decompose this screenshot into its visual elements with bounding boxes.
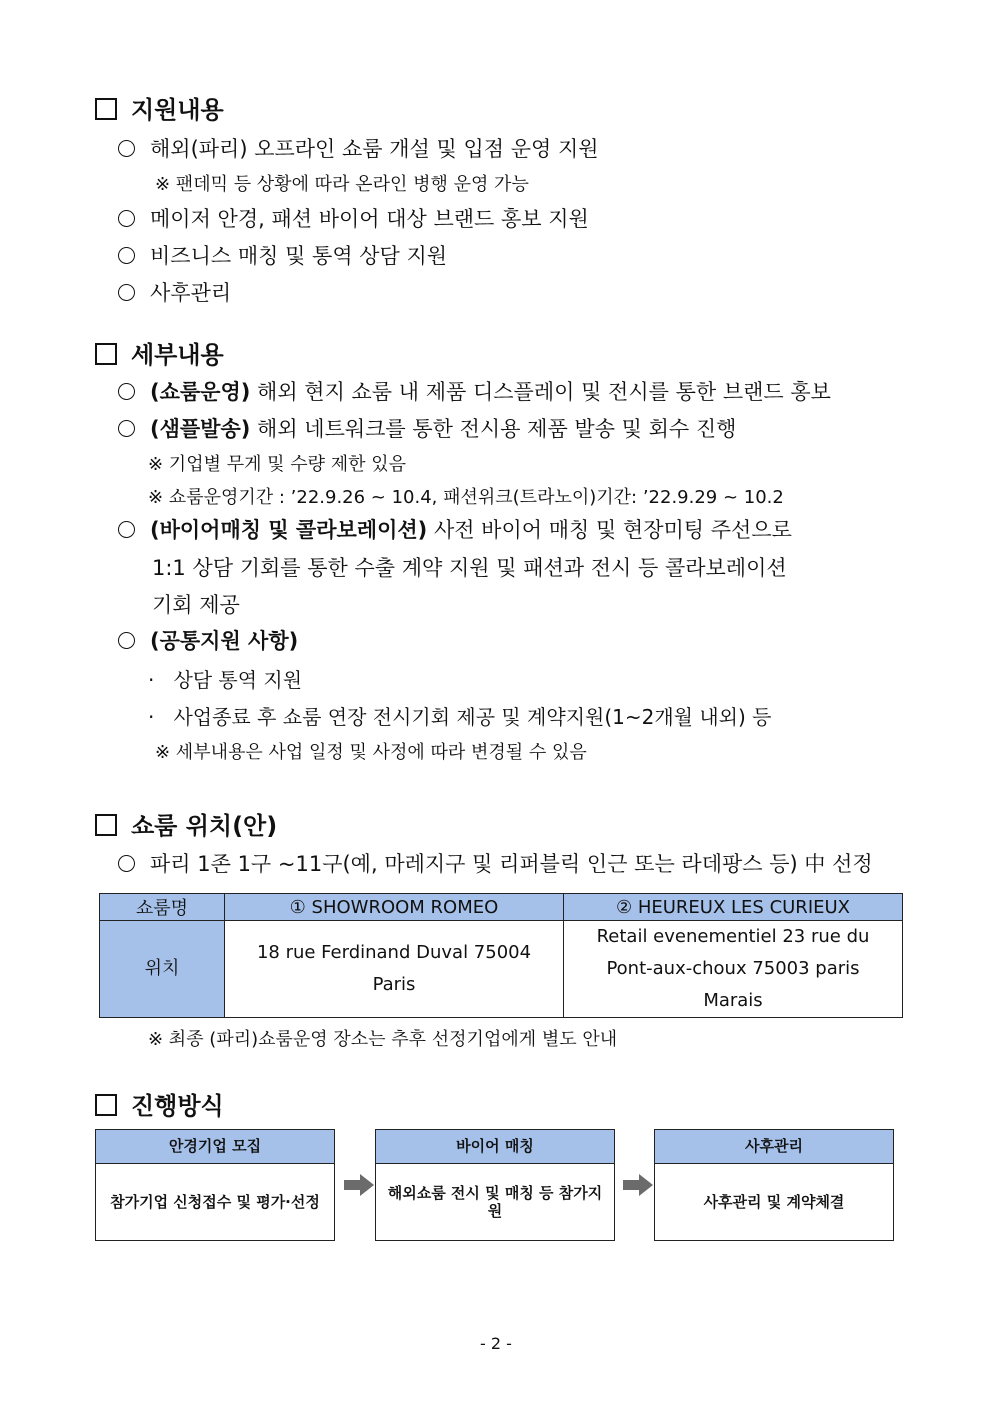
table-header-cell: 쇼룸명 xyxy=(100,894,225,921)
arrow-right-icon xyxy=(344,1174,374,1196)
page-number: - 2 - xyxy=(480,1334,512,1353)
circle-bullet-icon xyxy=(118,521,135,538)
process-step-title: 안경기업 모집 xyxy=(96,1130,334,1164)
checkbox-square-icon xyxy=(95,343,117,365)
circle-bullet-icon xyxy=(118,420,135,437)
detail-note-change: ※ 세부내용은 사업 일정 및 사정에 따라 변경될 수 있음 xyxy=(155,742,587,763)
process-step-title: 바이어 매칭 xyxy=(376,1130,614,1164)
circle-bullet-icon xyxy=(118,855,135,872)
table-cell-address-2: Retail evenementiel 23 rue du Pont-aux-choux 75003 paris Marais xyxy=(564,921,903,1018)
detail-common: (공통지원 사항) xyxy=(118,625,298,655)
circle-bullet-icon xyxy=(118,247,135,264)
process-step-title: 사후관리 xyxy=(655,1130,893,1164)
location-note: ※ 최종 (파리)쇼룸운영 장소는 추후 선정기업에게 별도 안내 xyxy=(148,1029,618,1050)
detail-sample: (샘플발송) 해외 네트워크를 통한 전시용 제품 발송 및 회수 진행 xyxy=(118,413,736,443)
circle-bullet-icon xyxy=(118,210,135,227)
support-item-2: 메이저 안경, 패션 바이어 대상 브랜드 홍보 지원 xyxy=(118,203,589,233)
process-step-body: 사후관리 및 계약체결 xyxy=(703,1193,845,1211)
circle-bullet-icon xyxy=(118,140,135,157)
section-heading-process: 진행방식 xyxy=(95,1086,224,1121)
circle-bullet-icon xyxy=(118,632,135,649)
process-step-aftercare xyxy=(654,1129,894,1241)
checkbox-square-icon xyxy=(95,1094,117,1116)
circle-bullet-icon xyxy=(118,383,135,400)
checkbox-square-icon xyxy=(95,814,117,836)
process-step-recruit xyxy=(95,1129,335,1241)
table-row-label: 위치 xyxy=(100,921,225,1018)
support-item-4: 사후관리 xyxy=(118,277,231,307)
table-cell-address-1: 18 rue Ferdinand Duval 75004 Paris xyxy=(225,921,564,1018)
detail-note-period: ※ 쇼룸운영기간 : ’22.9.26 ~ 10.4, 패션위크(트라노이)기간: ’22.9.29 ~ 10.2 xyxy=(148,487,784,508)
checkbox-square-icon xyxy=(95,98,117,120)
table-header-cell: ① SHOWROOM ROMEO xyxy=(225,894,564,921)
detail-buyer: (바이어매칭 및 콜라보레이션) 사전 바이어 매칭 및 현장미팅 주선으로 xyxy=(118,514,792,544)
support-item-3: 비즈니스 매칭 및 통역 상담 지원 xyxy=(118,240,447,270)
dot-bullet-icon: · xyxy=(148,668,155,692)
detail-showroom: (쇼룸운영) 해외 현지 쇼룸 내 제품 디스플레이 및 전시를 통한 브랜드 홍보 xyxy=(118,376,831,406)
detail-bullet-1: · 상담 통역 지원 xyxy=(148,668,303,692)
detail-buyer-continuation-1: 1:1 상담 기회를 통한 수출 계약 지원 및 패션과 전시 등 콜라보레이션 xyxy=(152,556,787,580)
location-item: 파리 1존 1구 ~11구(예, 마레지구 및 리퍼블릭 인근 또는 라데팡스 등) 中 선정 xyxy=(118,848,873,878)
detail-buyer-continuation-2: 기회 제공 xyxy=(152,593,240,617)
dot-bullet-icon: · xyxy=(148,705,155,729)
section-heading-detail: 세부내용 xyxy=(95,335,224,370)
table-header-cell: ② HEUREUX LES CURIEUX xyxy=(564,894,903,921)
process-step-body: 해외쇼룸 전시 및 매칭 등 참가지원 xyxy=(387,1184,603,1220)
circle-bullet-icon xyxy=(118,284,135,301)
detail-bullet-2: · 사업종료 후 쇼룸 연장 전시기회 제공 및 계약지원(1~2개월 내외) 등 xyxy=(148,705,772,729)
support-item-1: 해외(파리) 오프라인 쇼룸 개설 및 입점 운영 지원 xyxy=(118,133,599,163)
table-row xyxy=(100,921,903,1018)
section-heading-location: 쇼룸 위치(안) xyxy=(95,806,277,841)
process-step-body: 참가기업 신청접수 및 평가·선정 xyxy=(110,1193,320,1211)
table-header-row xyxy=(100,894,903,921)
showroom-location-table xyxy=(99,893,903,1018)
process-step-buyer-matching xyxy=(375,1129,615,1241)
support-note: ※ 팬데믹 등 상황에 따라 온라인 병행 운영 가능 xyxy=(155,174,529,195)
arrow-right-icon xyxy=(623,1174,653,1196)
detail-note-weight: ※ 기업별 무게 및 수량 제한 있음 xyxy=(148,454,407,475)
section-heading-support: 지원내용 xyxy=(95,90,224,125)
